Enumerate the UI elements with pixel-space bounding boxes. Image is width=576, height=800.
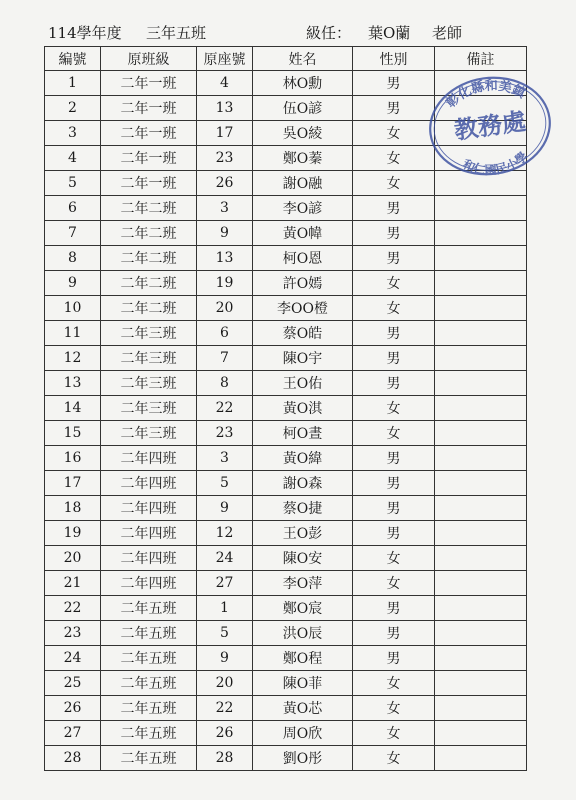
cell-name: 周O欣 <box>253 721 353 746</box>
column-header: 編號 <box>45 47 101 71</box>
cell-remarks <box>435 321 527 346</box>
cell-original-seat: 9 <box>197 646 253 671</box>
cell-number: 28 <box>45 746 101 771</box>
cell-original-seat: 9 <box>197 221 253 246</box>
table-row <box>45 346 527 371</box>
table-row <box>45 721 527 746</box>
cell-number: 12 <box>45 346 101 371</box>
cell-number: 2 <box>45 96 101 121</box>
cell-number: 11 <box>45 321 101 346</box>
class-name: 三年五班 <box>146 24 207 42</box>
cell-original-class: 二年五班 <box>101 746 197 771</box>
cell-original-seat: 13 <box>197 96 253 121</box>
cell-number: 10 <box>45 296 101 321</box>
table-row <box>45 496 527 521</box>
cell-original-seat: 27 <box>197 571 253 596</box>
column-header: 姓名 <box>253 47 353 71</box>
cell-gender: 女 <box>353 121 435 146</box>
cell-name: 李O萍 <box>253 571 353 596</box>
teacher-label: 級任： <box>306 24 352 42</box>
cell-original-seat: 20 <box>197 671 253 696</box>
cell-remarks <box>435 196 527 221</box>
cell-original-seat: 19 <box>197 271 253 296</box>
cell-number: 5 <box>45 171 101 196</box>
table-header-row <box>45 47 527 71</box>
cell-original-seat: 6 <box>197 321 253 346</box>
table-row <box>45 621 527 646</box>
cell-gender: 女 <box>353 546 435 571</box>
cell-name: 黃O緯 <box>253 446 353 471</box>
cell-name: 謝O森 <box>253 471 353 496</box>
cell-original-class: 二年三班 <box>101 421 197 446</box>
cell-name: 蔡O捷 <box>253 496 353 521</box>
cell-remarks <box>435 71 527 96</box>
cell-name: 李OO橙 <box>253 296 353 321</box>
cell-gender: 男 <box>353 321 435 346</box>
cell-name: 陳O菲 <box>253 671 353 696</box>
table-row <box>45 171 527 196</box>
table-row <box>45 246 527 271</box>
cell-original-seat: 23 <box>197 421 253 446</box>
cell-number: 26 <box>45 696 101 721</box>
cell-number: 9 <box>45 271 101 296</box>
table-row <box>45 321 527 346</box>
cell-remarks <box>435 396 527 421</box>
table-row <box>45 396 527 421</box>
cell-gender: 男 <box>353 221 435 246</box>
cell-original-class: 二年五班 <box>101 621 197 646</box>
cell-gender: 男 <box>353 621 435 646</box>
cell-number: 13 <box>45 371 101 396</box>
cell-number: 19 <box>45 521 101 546</box>
cell-original-seat: 28 <box>197 746 253 771</box>
cell-name: 王O佑 <box>253 371 353 396</box>
cell-original-class: 二年二班 <box>101 196 197 221</box>
school-year: 114學年度 <box>48 24 122 42</box>
cell-original-class: 二年二班 <box>101 296 197 321</box>
cell-original-class: 二年五班 <box>101 596 197 621</box>
cell-original-seat: 9 <box>197 496 253 521</box>
cell-remarks <box>435 296 527 321</box>
cell-name: 王O彭 <box>253 521 353 546</box>
cell-number: 6 <box>45 196 101 221</box>
cell-original-seat: 8 <box>197 371 253 396</box>
cell-remarks <box>435 246 527 271</box>
cell-number: 15 <box>45 421 101 446</box>
cell-remarks <box>435 521 527 546</box>
cell-number: 14 <box>45 396 101 421</box>
cell-original-seat: 5 <box>197 471 253 496</box>
table-row <box>45 746 527 771</box>
cell-original-class: 二年三班 <box>101 396 197 421</box>
cell-gender: 男 <box>353 96 435 121</box>
cell-gender: 女 <box>353 296 435 321</box>
cell-remarks <box>435 721 527 746</box>
cell-original-class: 二年四班 <box>101 496 197 521</box>
cell-original-class: 二年五班 <box>101 671 197 696</box>
cell-original-class: 二年五班 <box>101 721 197 746</box>
cell-remarks <box>435 371 527 396</box>
column-header: 原班級 <box>101 47 197 71</box>
table-row <box>45 121 527 146</box>
document-header <box>44 22 534 44</box>
cell-original-class: 二年四班 <box>101 521 197 546</box>
cell-name: 柯O晝 <box>253 421 353 446</box>
cell-name: 李O諺 <box>253 196 353 221</box>
cell-original-class: 二年一班 <box>101 171 197 196</box>
cell-original-class: 二年二班 <box>101 271 197 296</box>
table-row <box>45 71 527 96</box>
cell-number: 17 <box>45 471 101 496</box>
table-row <box>45 646 527 671</box>
cell-gender: 女 <box>353 721 435 746</box>
cell-name: 伍O諺 <box>253 96 353 121</box>
cell-gender: 男 <box>353 71 435 96</box>
cell-gender: 男 <box>353 196 435 221</box>
cell-number: 16 <box>45 446 101 471</box>
cell-number: 21 <box>45 571 101 596</box>
cell-original-class: 二年四班 <box>101 571 197 596</box>
cell-gender: 女 <box>353 746 435 771</box>
cell-name: 鄭O蓁 <box>253 146 353 171</box>
cell-remarks <box>435 696 527 721</box>
cell-original-seat: 5 <box>197 621 253 646</box>
cell-gender: 男 <box>353 496 435 521</box>
cell-name: 陳O安 <box>253 546 353 571</box>
cell-gender: 女 <box>353 271 435 296</box>
cell-original-seat: 23 <box>197 146 253 171</box>
table-row <box>45 546 527 571</box>
cell-gender: 女 <box>353 696 435 721</box>
cell-original-class: 二年三班 <box>101 371 197 396</box>
table-row <box>45 271 527 296</box>
table-row <box>45 596 527 621</box>
cell-name: 林O勳 <box>253 71 353 96</box>
cell-name: 吳O綾 <box>253 121 353 146</box>
cell-number: 8 <box>45 246 101 271</box>
cell-name: 洪O辰 <box>253 621 353 646</box>
table-row <box>45 446 527 471</box>
table-row <box>45 221 527 246</box>
table-row <box>45 571 527 596</box>
table-row <box>45 696 527 721</box>
column-header: 備註 <box>435 47 527 71</box>
cell-remarks <box>435 571 527 596</box>
cell-original-seat: 26 <box>197 721 253 746</box>
cell-gender: 男 <box>353 471 435 496</box>
cell-original-seat: 24 <box>197 546 253 571</box>
cell-remarks <box>435 446 527 471</box>
cell-original-class: 二年五班 <box>101 646 197 671</box>
cell-name: 陳O宇 <box>253 346 353 371</box>
cell-number: 23 <box>45 621 101 646</box>
cell-original-class: 二年二班 <box>101 221 197 246</box>
cell-original-class: 二年一班 <box>101 121 197 146</box>
cell-original-class: 二年四班 <box>101 546 197 571</box>
table-row <box>45 196 527 221</box>
cell-number: 4 <box>45 146 101 171</box>
table-row <box>45 671 527 696</box>
column-header: 性別 <box>353 47 435 71</box>
cell-name: 黃O淇 <box>253 396 353 421</box>
cell-gender: 男 <box>353 596 435 621</box>
table-row <box>45 371 527 396</box>
teacher-name: 葉O蘭 <box>368 24 411 42</box>
table-row <box>45 96 527 121</box>
table-row <box>45 421 527 446</box>
cell-number: 25 <box>45 671 101 696</box>
table-row <box>45 471 527 496</box>
cell-original-class: 二年三班 <box>101 321 197 346</box>
cell-original-seat: 12 <box>197 521 253 546</box>
cell-remarks <box>435 171 527 196</box>
cell-original-class: 二年四班 <box>101 471 197 496</box>
cell-remarks <box>435 121 527 146</box>
cell-gender: 女 <box>353 171 435 196</box>
seal-center-text: 教務處 <box>452 106 528 145</box>
cell-name: 黃O幃 <box>253 221 353 246</box>
cell-gender: 女 <box>353 396 435 421</box>
column-header: 原座號 <box>197 47 253 71</box>
cell-gender: 男 <box>353 246 435 271</box>
cell-number: 7 <box>45 221 101 246</box>
cell-original-seat: 3 <box>197 196 253 221</box>
cell-gender: 男 <box>353 446 435 471</box>
cell-original-class: 二年二班 <box>101 246 197 271</box>
cell-original-seat: 1 <box>197 596 253 621</box>
table-body <box>45 71 527 771</box>
cell-remarks <box>435 221 527 246</box>
cell-original-class: 二年三班 <box>101 346 197 371</box>
table-row <box>45 146 527 171</box>
cell-original-class: 二年四班 <box>101 446 197 471</box>
cell-remarks <box>435 546 527 571</box>
cell-name: 劉O彤 <box>253 746 353 771</box>
cell-original-seat: 7 <box>197 346 253 371</box>
cell-remarks <box>435 146 527 171</box>
cell-name: 許O嫣 <box>253 271 353 296</box>
cell-number: 1 <box>45 71 101 96</box>
cell-number: 18 <box>45 496 101 521</box>
cell-original-seat: 26 <box>197 171 253 196</box>
cell-number: 3 <box>45 121 101 146</box>
student-roster-table <box>44 46 527 771</box>
cell-remarks <box>435 421 527 446</box>
cell-number: 27 <box>45 721 101 746</box>
cell-gender: 女 <box>353 421 435 446</box>
cell-name: 謝O融 <box>253 171 353 196</box>
cell-original-class: 二年一班 <box>101 146 197 171</box>
cell-name: 蔡O皓 <box>253 321 353 346</box>
cell-original-seat: 3 <box>197 446 253 471</box>
cell-number: 24 <box>45 646 101 671</box>
cell-number: 20 <box>45 546 101 571</box>
teacher-title: 老師 <box>432 24 463 42</box>
cell-remarks <box>435 596 527 621</box>
cell-original-seat: 22 <box>197 696 253 721</box>
cell-gender: 男 <box>353 346 435 371</box>
cell-original-seat: 20 <box>197 296 253 321</box>
cell-name: 鄭O宸 <box>253 596 353 621</box>
cell-gender: 男 <box>353 371 435 396</box>
cell-original-class: 二年一班 <box>101 71 197 96</box>
table-row <box>45 521 527 546</box>
cell-remarks <box>435 671 527 696</box>
cell-remarks <box>435 96 527 121</box>
cell-gender: 女 <box>353 671 435 696</box>
cell-original-seat: 17 <box>197 121 253 146</box>
cell-original-class: 二年一班 <box>101 96 197 121</box>
cell-remarks <box>435 646 527 671</box>
cell-gender: 男 <box>353 646 435 671</box>
seal-bottom-text: 和仁國民小學 <box>460 149 531 178</box>
cell-gender: 男 <box>353 521 435 546</box>
cell-remarks <box>435 621 527 646</box>
cell-gender: 女 <box>353 146 435 171</box>
cell-remarks <box>435 271 527 296</box>
cell-original-class: 二年五班 <box>101 696 197 721</box>
seal-top-text: 彰化縣和美鎮 <box>443 78 528 112</box>
cell-name: 黃O芯 <box>253 696 353 721</box>
cell-remarks <box>435 496 527 521</box>
cell-name: 柯O恩 <box>253 246 353 271</box>
cell-remarks <box>435 746 527 771</box>
cell-original-seat: 13 <box>197 246 253 271</box>
cell-name: 鄭O程 <box>253 646 353 671</box>
cell-original-seat: 4 <box>197 71 253 96</box>
cell-remarks <box>435 471 527 496</box>
cell-number: 22 <box>45 596 101 621</box>
cell-remarks <box>435 346 527 371</box>
cell-original-seat: 22 <box>197 396 253 421</box>
cell-gender: 女 <box>353 571 435 596</box>
table-row <box>45 296 527 321</box>
